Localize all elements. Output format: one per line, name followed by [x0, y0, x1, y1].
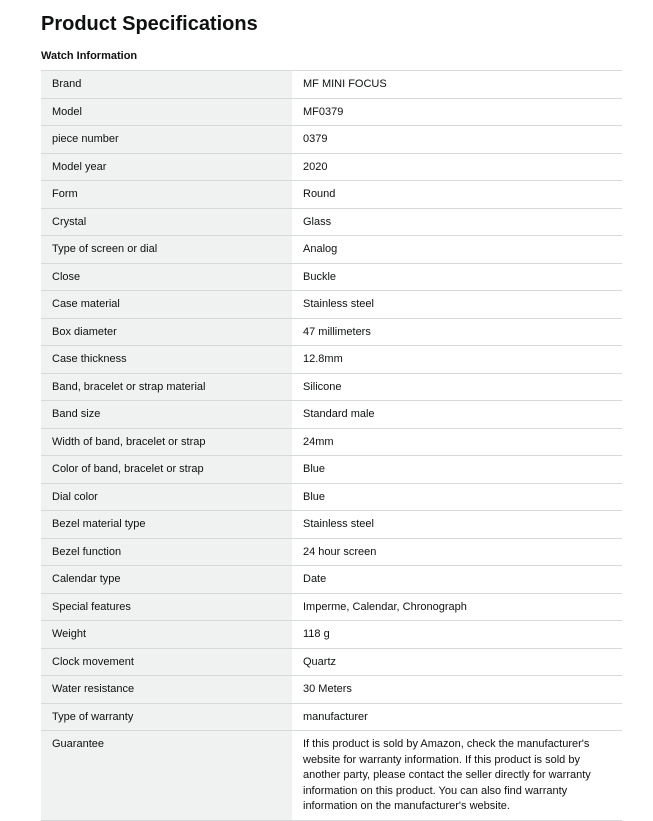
spec-value: manufacturer [292, 703, 622, 731]
spec-row [41, 456, 622, 484]
spec-value: Imperme, Calendar, Chronograph [292, 593, 622, 621]
spec-value: Date [292, 566, 622, 594]
spec-value: Round [292, 181, 622, 209]
spec-row [41, 126, 622, 154]
spec-value: MF MINI FOCUS [292, 71, 622, 99]
spec-value: If this product is sold by Amazon, check the manufacturer's website for warranty information. If this product is sold by another party, please contact the seller directly for warranty information on this product. You can also find warranty information on the manufacturer's website. [292, 731, 622, 821]
spec-value: Standard male [292, 401, 622, 429]
spec-value: Stainless steel [292, 511, 622, 539]
spec-row [41, 566, 622, 594]
spec-row [41, 483, 622, 511]
spec-value: Analog [292, 236, 622, 264]
page-title: Product Specifications [41, 13, 258, 35]
spec-label: Calendar type [41, 566, 292, 594]
spec-row [41, 511, 622, 539]
spec-label: Brand [41, 71, 292, 99]
spec-label: Case thickness [41, 346, 292, 374]
spec-label: Type of warranty [41, 703, 292, 731]
spec-value: Blue [292, 483, 622, 511]
spec-row [41, 648, 622, 676]
spec-row [41, 621, 622, 649]
spec-value: MF0379 [292, 98, 622, 126]
spec-value: 118 g [292, 621, 622, 649]
spec-label: Clock movement [41, 648, 292, 676]
spec-row [41, 236, 622, 264]
spec-value: 24 hour screen [292, 538, 622, 566]
spec-label: Model [41, 98, 292, 126]
spec-row [41, 346, 622, 374]
spec-label: piece number [41, 126, 292, 154]
spec-row [41, 291, 622, 319]
spec-value: 2020 [292, 153, 622, 181]
spec-label: Crystal [41, 208, 292, 236]
spec-label: Case material [41, 291, 292, 319]
spec-label: Bezel material type [41, 511, 292, 539]
spec-label: Close [41, 263, 292, 291]
spec-label: Band size [41, 401, 292, 429]
spec-row [41, 373, 622, 401]
spec-row [41, 98, 622, 126]
spec-value: Buckle [292, 263, 622, 291]
spec-value: Silicone [292, 373, 622, 401]
spec-label: Color of band, bracelet or strap [41, 456, 292, 484]
spec-row [41, 731, 622, 821]
specs-table-body [41, 71, 622, 821]
spec-label: Guarantee [41, 731, 292, 821]
spec-label: Band, bracelet or strap material [41, 373, 292, 401]
spec-row [41, 538, 622, 566]
spec-row [41, 263, 622, 291]
spec-row [41, 71, 622, 99]
spec-row [41, 153, 622, 181]
spec-label: Bezel function [41, 538, 292, 566]
spec-row [41, 593, 622, 621]
spec-label: Water resistance [41, 676, 292, 704]
spec-row [41, 181, 622, 209]
spec-value: 30 Meters [292, 676, 622, 704]
spec-label: Box diameter [41, 318, 292, 346]
spec-row [41, 401, 622, 429]
spec-value: 47 millimeters [292, 318, 622, 346]
spec-label: Model year [41, 153, 292, 181]
spec-row [41, 208, 622, 236]
spec-row [41, 703, 622, 731]
spec-label: Weight [41, 621, 292, 649]
spec-value: 12.8mm [292, 346, 622, 374]
spec-label: Dial color [41, 483, 292, 511]
spec-value: Stainless steel [292, 291, 622, 319]
spec-value: Blue [292, 456, 622, 484]
specs-table [41, 70, 622, 821]
spec-value: 0379 [292, 126, 622, 154]
spec-label: Type of screen or dial [41, 236, 292, 264]
spec-row [41, 428, 622, 456]
spec-row [41, 676, 622, 704]
spec-label: Special features [41, 593, 292, 621]
spec-row [41, 318, 622, 346]
spec-value: Quartz [292, 648, 622, 676]
spec-value: 24mm [292, 428, 622, 456]
spec-value: Glass [292, 208, 622, 236]
spec-label: Width of band, bracelet or strap [41, 428, 292, 456]
spec-label: Form [41, 181, 292, 209]
section-title: Watch Information [41, 50, 138, 62]
